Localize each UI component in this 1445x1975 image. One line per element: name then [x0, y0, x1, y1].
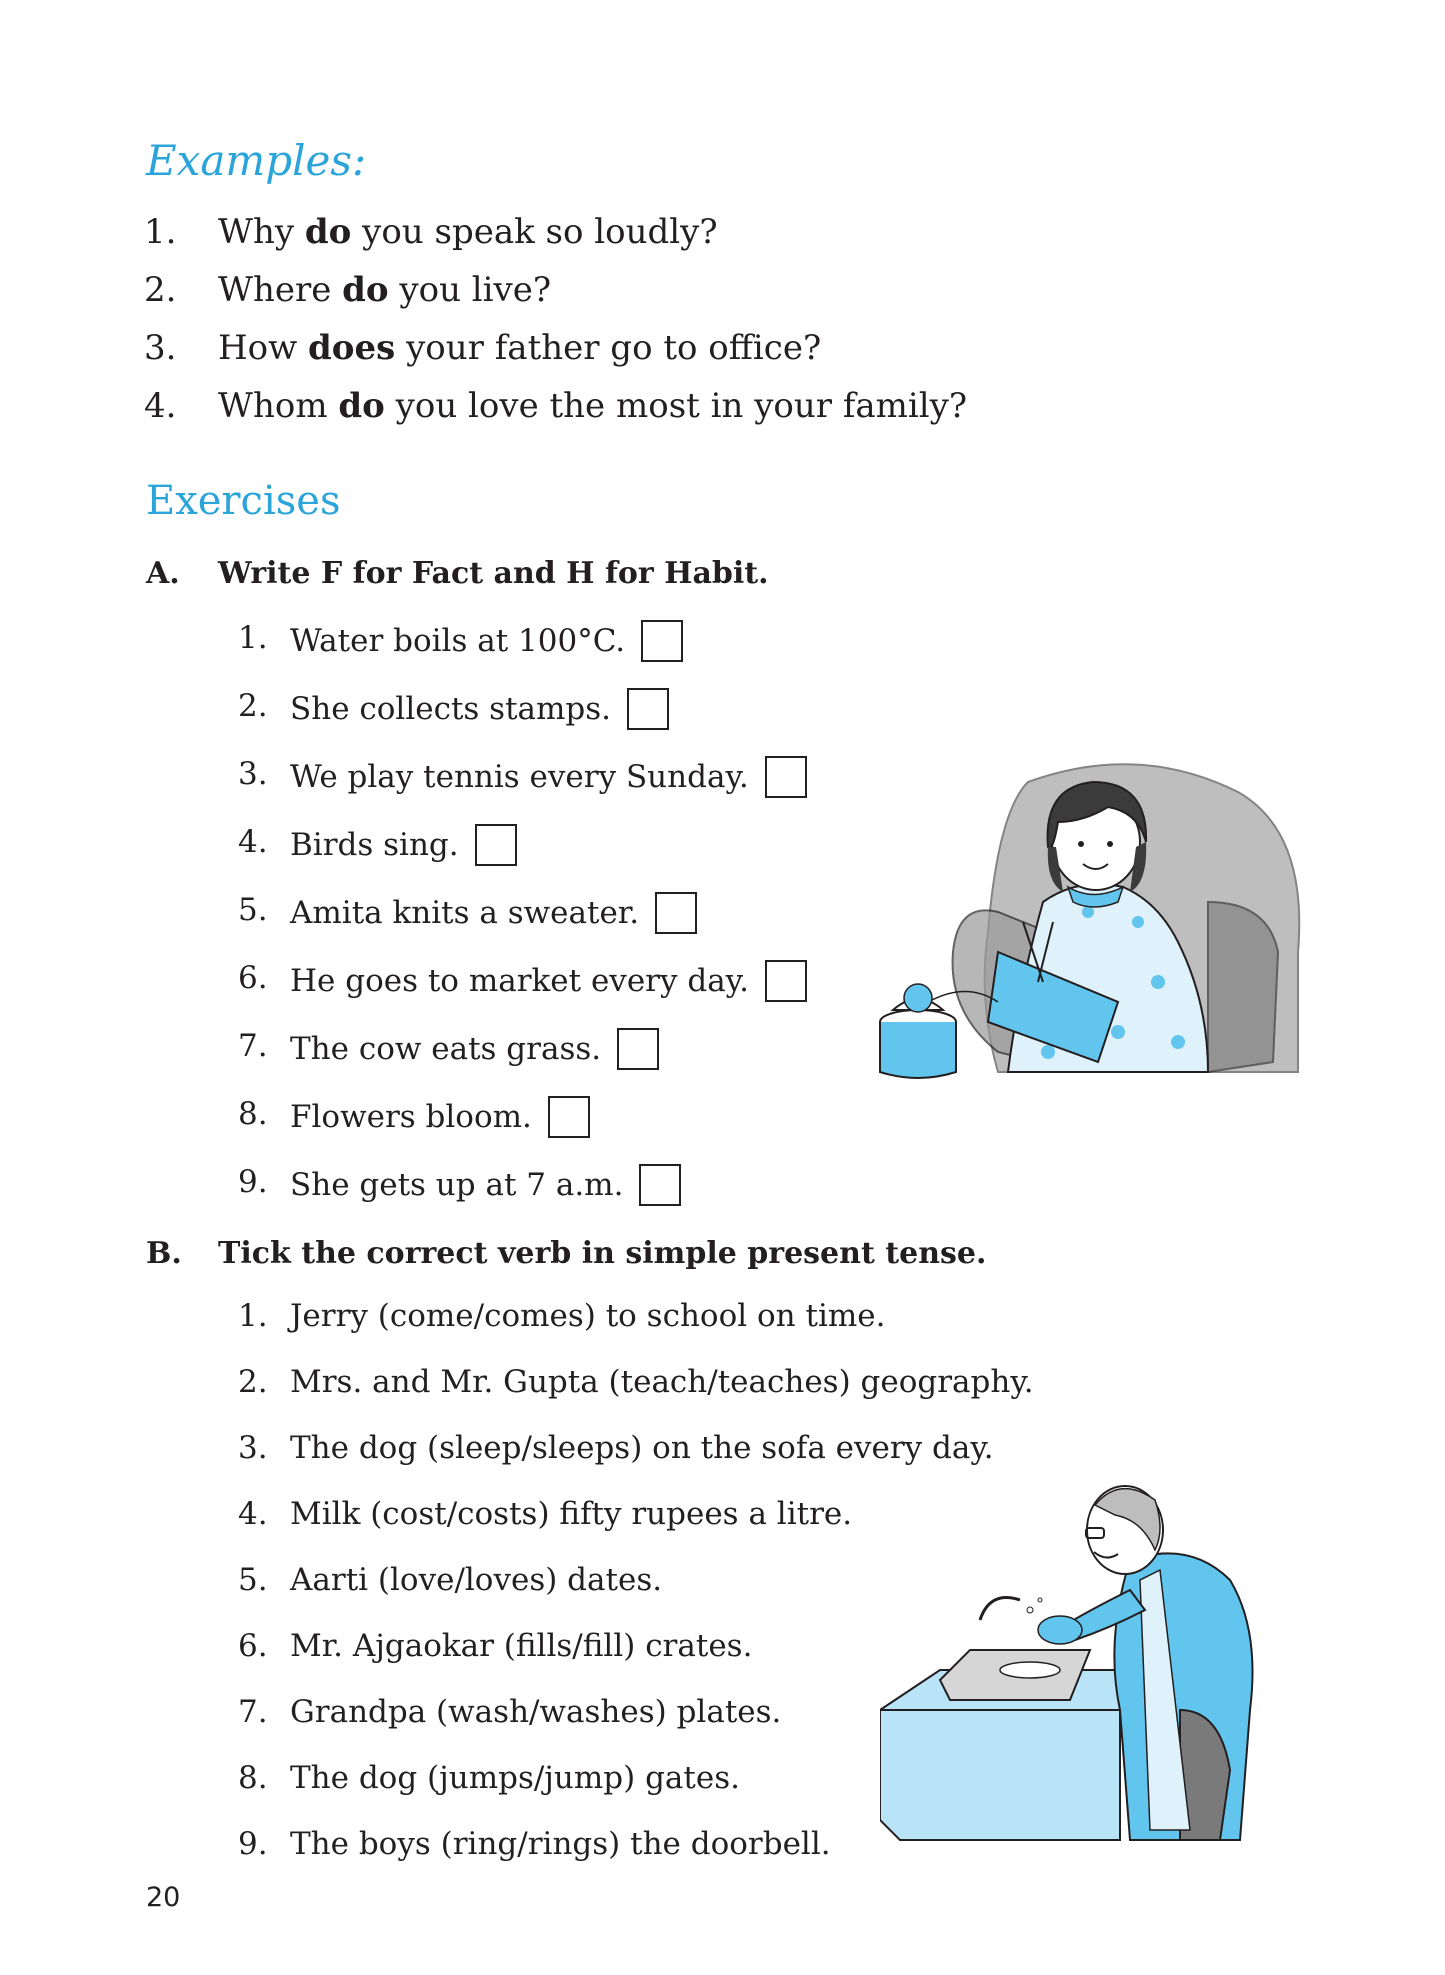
item-text: Jerry (come/comes) to school on time. [290, 1298, 886, 1334]
page-number: 20 [146, 1882, 181, 1913]
example-number: 3. [144, 328, 177, 368]
girl-knitting-illustration [878, 752, 1318, 1082]
item-number: 4. [238, 1496, 268, 1532]
answer-box[interactable] [765, 756, 807, 798]
item-number: 2. [238, 1364, 268, 1400]
item-text: Birds sing. [290, 827, 459, 863]
list-item [0, 620, 900, 670]
examples-heading: Examples: [146, 136, 367, 185]
item-number: 1. [238, 1298, 268, 1334]
section-a-title: Write F for Fact and H for Habit. [218, 556, 769, 591]
item-number: 6. [238, 960, 268, 996]
list-item [0, 1164, 900, 1214]
answer-box[interactable] [617, 1028, 659, 1070]
grandpa-washing-dishes-illustration [880, 1470, 1310, 1850]
section-a-letter: A. [146, 556, 180, 591]
example-text: Whom do you love the most in your family? [218, 386, 968, 426]
list-item [0, 688, 900, 738]
item-text: Milk (cost/costs) fifty rupees a litre. [290, 1496, 853, 1532]
item-text: Mr. Ajgaokar (fills/fill) crates. [290, 1628, 753, 1664]
item-number: 9. [238, 1826, 268, 1862]
item-text: Grandpa (wash/washes) plates. [290, 1694, 782, 1730]
item-text: The dog (jumps/jump) gates. [290, 1760, 740, 1796]
list-item [0, 892, 900, 942]
item-text: Water boils at 100°C. [290, 623, 626, 659]
answer-box[interactable] [655, 892, 697, 934]
item-text: Amita knits a sweater. [290, 895, 640, 931]
item-number: 2. [238, 688, 268, 724]
item-text: The boys (ring/rings) the doorbell. [290, 1826, 831, 1862]
answer-box[interactable] [641, 620, 683, 662]
item-text: He goes to market every day. [290, 963, 749, 999]
item-number: 7. [238, 1694, 268, 1730]
answer-box[interactable] [475, 824, 517, 866]
example-item [0, 212, 1000, 256]
list-item [0, 1364, 1100, 1414]
example-item [0, 328, 1000, 372]
item-number: 3. [238, 756, 268, 792]
section-b-letter: B. [146, 1236, 182, 1271]
list-item [0, 824, 900, 874]
answer-box[interactable] [627, 688, 669, 730]
item-text: Aarti (love/loves) dates. [290, 1562, 663, 1598]
list-item [0, 1028, 900, 1078]
list-item [0, 1298, 1100, 1348]
example-text: How does your father go to office? [218, 328, 822, 368]
item-number: 8. [238, 1096, 268, 1132]
section-b-title: Tick the correct verb in simple present tense. [218, 1236, 987, 1271]
item-number: 5. [238, 1562, 268, 1598]
item-text: The dog (sleep/sleeps) on the sofa every day. [290, 1430, 994, 1466]
item-number: 3. [238, 1430, 268, 1466]
item-number: 4. [238, 824, 268, 860]
list-item [0, 960, 900, 1010]
item-text: We play tennis every Sunday. [290, 759, 749, 795]
answer-box[interactable] [765, 960, 807, 1002]
example-text: Why do you speak so loudly? [218, 212, 718, 252]
example-item [0, 270, 1000, 314]
item-number: 7. [238, 1028, 268, 1064]
item-number: 6. [238, 1628, 268, 1664]
item-text: Mrs. and Mr. Gupta (teach/teaches) geography. [290, 1364, 1034, 1400]
example-text: Where do you live? [218, 270, 552, 310]
item-text: She collects stamps. [290, 691, 612, 727]
item-number: 1. [238, 620, 268, 656]
exercises-heading: Exercises [146, 478, 341, 524]
list-item [0, 1096, 900, 1146]
item-number: 9. [238, 1164, 268, 1200]
answer-box[interactable] [548, 1096, 590, 1138]
item-number: 8. [238, 1760, 268, 1796]
example-number: 4. [144, 386, 177, 426]
answer-box[interactable] [639, 1164, 681, 1206]
list-item [0, 756, 900, 806]
item-number: 5. [238, 892, 268, 928]
item-text: Flowers bloom. [290, 1099, 532, 1135]
item-text: The cow eats grass. [290, 1031, 602, 1067]
example-number: 2. [144, 270, 177, 310]
example-number: 1. [144, 212, 177, 252]
example-item [0, 386, 1100, 430]
item-text: She gets up at 7 a.m. [290, 1167, 624, 1203]
